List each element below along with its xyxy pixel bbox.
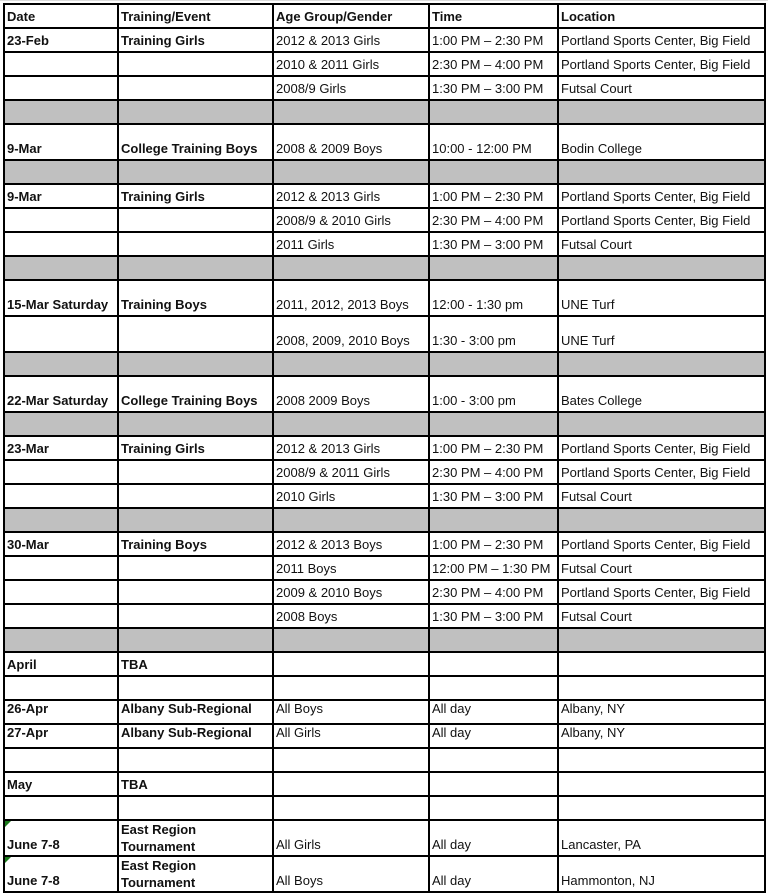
table-row — [4, 124, 765, 160]
date-cell[interactable] — [4, 796, 118, 820]
time-cell-text: 1:30 PM – 3:00 PM — [432, 609, 544, 624]
location-cell-text: UNE Turf — [561, 297, 615, 312]
age-group-cell-text: 2012 & 2013 Girls — [276, 33, 381, 48]
age-group-cell-text: 2008/9 & 2010 Girls — [276, 213, 391, 228]
age-group-cell[interactable] — [273, 184, 429, 208]
time-cell-text: 1:00 PM – 2:30 PM — [432, 441, 544, 456]
table-row — [4, 700, 765, 724]
table-row — [4, 748, 765, 772]
age-group-cell-text: All Boys — [276, 873, 323, 888]
time-cell-text: 1:30 PM – 3:00 PM — [432, 81, 544, 96]
table-row — [4, 652, 765, 676]
time-cell-text: All day — [432, 837, 472, 852]
location-cell[interactable] — [558, 232, 765, 256]
age-group-cell[interactable] — [273, 124, 429, 160]
table-row — [4, 676, 765, 700]
separator-row — [4, 160, 765, 184]
date-cell[interactable] — [4, 232, 118, 256]
separator-row — [4, 628, 765, 652]
age-group-cell[interactable] — [273, 376, 429, 412]
age-group-cell[interactable] — [273, 748, 429, 772]
table-row — [4, 208, 765, 232]
time-cell-text: 12:00 - 1:30 pm — [432, 297, 524, 312]
table-row — [4, 52, 765, 76]
event-cell-text: East Region Tournament — [121, 858, 197, 890]
age-group-cell[interactable] — [273, 76, 429, 100]
event-cell[interactable] — [118, 508, 273, 532]
date-cell[interactable] — [4, 484, 118, 508]
age-group-cell[interactable] — [273, 352, 429, 376]
date-cell[interactable] — [4, 256, 118, 280]
time-cell[interactable] — [429, 508, 558, 532]
date-cell-text: 23-Feb — [7, 33, 49, 48]
event-cell-text: Training Girls — [121, 441, 205, 456]
age-group-cell[interactable] — [273, 280, 429, 316]
age-group-cell[interactable] — [273, 856, 429, 892]
date-cell[interactable] — [4, 352, 118, 376]
location-cell[interactable] — [558, 484, 765, 508]
table-row — [4, 820, 765, 856]
separator-row — [4, 100, 765, 124]
age-group-cell[interactable] — [273, 508, 429, 532]
event-cell[interactable] — [118, 676, 273, 700]
date-cell-text: April — [7, 657, 37, 672]
time-cell[interactable] — [429, 676, 558, 700]
date-cell[interactable] — [4, 184, 118, 208]
time-cell[interactable] — [429, 316, 558, 352]
time-cell[interactable] — [429, 436, 558, 460]
time-cell[interactable] — [429, 76, 558, 100]
age-group-cell-text: 2008/9 & 2011 Girls — [276, 465, 390, 480]
event-cell-text: Training Girls — [121, 33, 205, 48]
date-cell[interactable] — [4, 28, 118, 52]
location-cell-text: Portland Sports Center, Big Field — [561, 57, 751, 72]
date-cell[interactable] — [4, 772, 118, 796]
event-cell[interactable] — [118, 124, 273, 160]
event-cell-text: East Region Tournament — [121, 822, 197, 854]
location-cell[interactable] — [558, 796, 765, 820]
date-cell[interactable] — [4, 748, 118, 772]
age-group-cell-text: 2009 & 2010 Boys — [276, 585, 383, 600]
age-group-cell[interactable] — [273, 724, 429, 748]
time-cell-text: 1:30 PM – 3:00 PM — [432, 489, 544, 504]
location-cell[interactable] — [558, 556, 765, 580]
location-cell-text: Portland Sports Center, Big Field — [561, 537, 751, 552]
date-cell[interactable] — [4, 820, 118, 856]
table-row — [4, 724, 765, 748]
location-cell[interactable] — [558, 628, 765, 652]
event-cell-text: Training Girls — [121, 189, 205, 204]
age-group-cell[interactable] — [273, 604, 429, 628]
event-cell-text: College Training Boys — [121, 393, 258, 408]
age-group-cell[interactable] — [273, 160, 429, 184]
table-row — [4, 604, 765, 628]
date-cell-text: 15-Mar Saturday — [7, 297, 109, 312]
event-cell[interactable] — [118, 436, 273, 460]
event-cell[interactable] — [118, 280, 273, 316]
time-cell[interactable] — [429, 376, 558, 412]
time-cell[interactable] — [429, 124, 558, 160]
location-cell[interactable] — [558, 76, 765, 100]
location-cell[interactable] — [558, 316, 765, 352]
time-cell[interactable] — [429, 352, 558, 376]
location-cell-text: Futsal Court — [561, 609, 632, 624]
table-row — [4, 76, 765, 100]
time-cell-text: 12:00 PM – 1:30 PM — [432, 561, 551, 576]
event-cell-text: TBA — [121, 777, 148, 792]
time-cell[interactable] — [429, 208, 558, 232]
age-group-cell[interactable] — [273, 484, 429, 508]
date-cell-text: June 7-8 — [7, 873, 60, 888]
date-cell[interactable] — [4, 376, 118, 412]
location-cell-text: Portland Sports Center, Big Field — [561, 585, 751, 600]
table-row — [4, 376, 765, 412]
date-cell[interactable] — [4, 52, 118, 76]
schedule-table — [3, 3, 766, 893]
header-event[interactable]: Training/Event — [118, 4, 273, 28]
event-cell[interactable] — [118, 316, 273, 352]
event-cell[interactable] — [118, 232, 273, 256]
location-cell-text: Bodin College — [561, 141, 642, 156]
time-cell[interactable] — [429, 28, 558, 52]
age-group-cell-text: 2010 Girls — [276, 489, 336, 504]
date-cell[interactable] — [4, 604, 118, 628]
time-cell[interactable] — [429, 100, 558, 124]
event-cell[interactable] — [118, 604, 273, 628]
separator-row — [4, 352, 765, 376]
event-cell[interactable] — [118, 628, 273, 652]
location-cell-text: Portland Sports Center, Big Field — [561, 213, 751, 228]
date-cell[interactable] — [4, 460, 118, 484]
table-row — [4, 580, 765, 604]
time-cell[interactable] — [429, 700, 558, 724]
age-group-cell-text: 2008 Boys — [276, 609, 338, 624]
time-cell[interactable] — [429, 256, 558, 280]
location-cell-text: Futsal Court — [561, 237, 632, 252]
date-cell[interactable] — [4, 124, 118, 160]
location-cell-text: Portland Sports Center, Big Field — [561, 33, 751, 48]
age-group-cell-text: 2011 Girls — [276, 237, 335, 252]
location-cell[interactable] — [558, 532, 765, 556]
table-row — [4, 556, 765, 580]
age-group-cell-text: 2008/9 Girls — [276, 81, 347, 96]
date-cell[interactable] — [4, 100, 118, 124]
date-cell[interactable] — [4, 556, 118, 580]
location-cell[interactable] — [558, 508, 765, 532]
table-row — [4, 856, 765, 892]
event-cell[interactable] — [118, 376, 273, 412]
location-cell[interactable] — [558, 652, 765, 676]
time-cell-text: 2:30 PM – 4:00 PM — [432, 213, 544, 228]
header-time[interactable]: Time — [429, 4, 558, 28]
location-cell[interactable] — [558, 676, 765, 700]
time-cell[interactable] — [429, 232, 558, 256]
date-cell[interactable] — [4, 316, 118, 352]
location-cell[interactable] — [558, 124, 765, 160]
time-cell-text: All day — [432, 873, 472, 888]
event-cell[interactable] — [118, 556, 273, 580]
age-group-cell[interactable] — [273, 316, 429, 352]
time-cell[interactable] — [429, 724, 558, 748]
location-cell[interactable] — [558, 52, 765, 76]
age-group-cell[interactable] — [273, 100, 429, 124]
event-cell-text: Albany Sub-Regional — [121, 725, 252, 740]
event-cell-text: Training Boys — [121, 297, 207, 312]
table-row — [4, 280, 765, 316]
age-group-cell-text: 2012 & 2013 Girls — [276, 441, 381, 456]
time-cell[interactable] — [429, 484, 558, 508]
event-cell[interactable] — [118, 820, 273, 856]
time-cell-text: 1:00 PM – 2:30 PM — [432, 537, 544, 552]
time-cell-text: All day — [432, 725, 472, 740]
table-row — [4, 28, 765, 52]
age-group-cell[interactable] — [273, 52, 429, 76]
date-cell[interactable] — [4, 856, 118, 892]
location-cell[interactable] — [558, 352, 765, 376]
time-cell-text: 1:00 - 3:00 pm — [432, 393, 516, 408]
time-cell-text: 2:30 PM – 4:00 PM — [432, 585, 544, 600]
date-cell[interactable] — [4, 628, 118, 652]
date-cell-text: 9-Mar — [7, 189, 42, 204]
location-cell[interactable] — [558, 376, 765, 412]
age-group-cell[interactable] — [273, 676, 429, 700]
header-location[interactable]: Location — [558, 4, 765, 28]
location-cell-text: UNE Turf — [561, 333, 615, 348]
event-cell[interactable] — [118, 724, 273, 748]
location-cell[interactable] — [558, 772, 765, 796]
event-cell[interactable] — [118, 100, 273, 124]
location-cell[interactable] — [558, 160, 765, 184]
location-cell-text: Portland Sports Center, Big Field — [561, 189, 751, 204]
age-group-cell[interactable] — [273, 652, 429, 676]
date-cell[interactable] — [4, 508, 118, 532]
date-cell-text: June 7-8 — [7, 837, 60, 852]
date-cell-text: 27-Apr — [7, 725, 49, 740]
time-cell[interactable] — [429, 280, 558, 316]
time-cell-text: 2:30 PM – 4:00 PM — [432, 465, 544, 480]
time-cell[interactable] — [429, 556, 558, 580]
comment-indicator-icon — [5, 821, 11, 827]
time-cell[interactable] — [429, 412, 558, 436]
time-cell[interactable] — [429, 532, 558, 556]
date-cell-text: 30-Mar — [7, 537, 49, 552]
event-cell[interactable] — [118, 76, 273, 100]
age-group-cell-text: All Boys — [276, 701, 323, 716]
event-cell[interactable] — [118, 256, 273, 280]
event-cell[interactable] — [118, 772, 273, 796]
event-cell[interactable] — [118, 796, 273, 820]
time-cell[interactable] — [429, 52, 558, 76]
header-date[interactable]: Date — [4, 4, 118, 28]
event-cell-text: College Training Boys — [121, 141, 258, 156]
time-cell-text: 10:00 - 12:00 PM — [432, 141, 532, 156]
time-cell-text: 1:30 PM – 3:00 PM — [432, 237, 544, 252]
event-cell[interactable] — [118, 856, 273, 892]
location-cell-text: Albany, NY — [561, 701, 626, 716]
location-cell-text: Lancaster, PA — [561, 837, 641, 852]
location-cell-text: Bates College — [561, 393, 642, 408]
age-group-cell[interactable] — [273, 556, 429, 580]
header-row — [4, 4, 765, 28]
event-cell[interactable] — [118, 484, 273, 508]
event-cell[interactable] — [118, 532, 273, 556]
location-cell-text: Futsal Court — [561, 561, 632, 576]
separator-row — [4, 508, 765, 532]
event-cell[interactable] — [118, 652, 273, 676]
age-group-cell[interactable] — [273, 460, 429, 484]
location-cell-text: Portland Sports Center, Big Field — [561, 465, 751, 480]
date-cell[interactable] — [4, 208, 118, 232]
spreadsheet-gridline — [0, 0, 768, 1]
age-group-cell[interactable] — [273, 532, 429, 556]
date-cell-text: 26-Apr — [7, 701, 49, 716]
date-cell[interactable] — [4, 652, 118, 676]
age-group-cell[interactable] — [273, 580, 429, 604]
date-cell[interactable] — [4, 580, 118, 604]
schedule-body — [4, 28, 765, 892]
time-cell-text: All day — [432, 701, 472, 716]
time-cell-text: 2:30 PM – 4:00 PM — [432, 57, 544, 72]
location-cell-text: Portland Sports Center, Big Field — [561, 441, 751, 456]
age-group-cell-text: 2008 & 2009 Boys — [276, 141, 383, 156]
event-cell[interactable] — [118, 52, 273, 76]
time-cell[interactable] — [429, 652, 558, 676]
event-cell[interactable] — [118, 184, 273, 208]
time-cell[interactable] — [429, 772, 558, 796]
location-cell-text: Futsal Court — [561, 489, 632, 504]
date-cell-text: May — [7, 777, 33, 792]
age-group-cell-text: All Girls — [276, 837, 321, 852]
event-cell[interactable] — [118, 580, 273, 604]
date-cell[interactable] — [4, 676, 118, 700]
location-cell[interactable] — [558, 184, 765, 208]
location-cell-text: Hammonton, NJ — [561, 873, 655, 888]
age-group-cell-text: 2012 & 2013 Boys — [276, 537, 383, 552]
time-cell[interactable] — [429, 184, 558, 208]
date-cell[interactable] — [4, 532, 118, 556]
date-cell[interactable] — [4, 76, 118, 100]
separator-row — [4, 412, 765, 436]
table-row — [4, 484, 765, 508]
date-cell[interactable] — [4, 412, 118, 436]
time-cell-text: 1:00 PM – 2:30 PM — [432, 189, 544, 204]
time-cell[interactable] — [429, 628, 558, 652]
location-cell[interactable] — [558, 256, 765, 280]
location-cell-text: Albany, NY — [561, 725, 626, 740]
age-group-cell-text: 2008 2009 Boys — [276, 393, 370, 408]
time-cell[interactable] — [429, 856, 558, 892]
location-cell[interactable] — [558, 820, 765, 856]
location-cell[interactable] — [558, 436, 765, 460]
time-cell-text: 1:30 - 3:00 pm — [432, 333, 516, 348]
table-row — [4, 436, 765, 460]
location-cell[interactable] — [558, 28, 765, 52]
age-group-cell[interactable] — [273, 628, 429, 652]
age-group-cell-text: 2008, 2009, 2010 Boys — [276, 333, 410, 348]
age-group-cell-text: 2012 & 2013 Girls — [276, 189, 381, 204]
table-row — [4, 316, 765, 352]
location-cell[interactable] — [558, 724, 765, 748]
location-cell[interactable] — [558, 700, 765, 724]
event-cell[interactable] — [118, 412, 273, 436]
time-cell[interactable] — [429, 748, 558, 772]
location-cell[interactable] — [558, 856, 765, 892]
event-cell-text: TBA — [121, 657, 148, 672]
location-cell[interactable] — [558, 604, 765, 628]
age-group-cell-text: 2011 Boys — [276, 561, 337, 576]
table-row — [4, 532, 765, 556]
age-group-cell[interactable] — [273, 700, 429, 724]
time-cell[interactable] — [429, 580, 558, 604]
time-cell-text: 1:00 PM – 2:30 PM — [432, 33, 544, 48]
age-group-cell[interactable] — [273, 772, 429, 796]
age-group-cell-text: 2011, 2012, 2013 Boys — [276, 297, 409, 312]
event-cell[interactable] — [118, 748, 273, 772]
date-cell-text: 23-Mar — [7, 441, 49, 456]
age-group-cell[interactable] — [273, 232, 429, 256]
event-cell[interactable] — [118, 208, 273, 232]
table-row — [4, 232, 765, 256]
date-cell[interactable] — [4, 160, 118, 184]
event-cell-text: Albany Sub-Regional — [121, 701, 252, 716]
time-cell[interactable] — [429, 460, 558, 484]
date-cell[interactable] — [4, 280, 118, 316]
age-group-cell[interactable] — [273, 796, 429, 820]
location-cell[interactable] — [558, 280, 765, 316]
table-row — [4, 796, 765, 820]
date-cell[interactable] — [4, 724, 118, 748]
date-cell-text: 22-Mar Saturday — [7, 393, 109, 408]
event-cell-text: Training Boys — [121, 537, 207, 552]
header-age-group[interactable]: Age Group/Gender — [273, 4, 429, 28]
age-group-cell[interactable] — [273, 256, 429, 280]
table-row — [4, 772, 765, 796]
location-cell[interactable] — [558, 100, 765, 124]
age-group-cell[interactable] — [273, 436, 429, 460]
date-cell[interactable] — [4, 436, 118, 460]
event-cell[interactable] — [118, 460, 273, 484]
location-cell-text: Futsal Court — [561, 81, 632, 96]
date-cell-text: 9-Mar — [7, 141, 42, 156]
age-group-cell[interactable] — [273, 412, 429, 436]
age-group-cell-text: 2010 & 2011 Girls — [276, 57, 380, 72]
time-cell[interactable] — [429, 820, 558, 856]
time-cell[interactable] — [429, 796, 558, 820]
location-cell[interactable] — [558, 208, 765, 232]
date-cell[interactable] — [4, 700, 118, 724]
age-group-cell[interactable] — [273, 28, 429, 52]
location-cell[interactable] — [558, 580, 765, 604]
separator-row — [4, 256, 765, 280]
comment-indicator-icon — [5, 857, 11, 863]
location-cell[interactable] — [558, 412, 765, 436]
event-cell[interactable] — [118, 352, 273, 376]
location-cell[interactable] — [558, 460, 765, 484]
age-group-cell[interactable] — [273, 208, 429, 232]
location-cell[interactable] — [558, 748, 765, 772]
time-cell[interactable] — [429, 604, 558, 628]
time-cell[interactable] — [429, 160, 558, 184]
table-row — [4, 460, 765, 484]
age-group-cell-text: All Girls — [276, 725, 321, 740]
table-row — [4, 184, 765, 208]
age-group-cell[interactable] — [273, 820, 429, 856]
event-cell[interactable] — [118, 700, 273, 724]
event-cell[interactable] — [118, 28, 273, 52]
event-cell[interactable] — [118, 160, 273, 184]
